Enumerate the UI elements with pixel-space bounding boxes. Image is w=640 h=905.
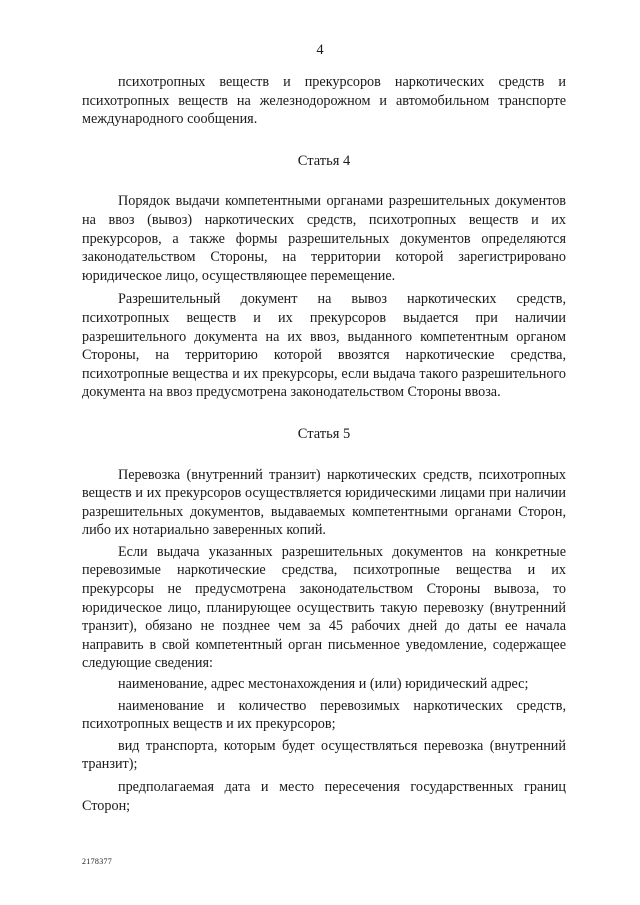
article-5-paragraph-1: Перевозка (внутренний транзит) наркотических средств, психотропных веществ и их прекурсоров осуществляется юридическими лицами при наличии разрешительных документов, выдаваемых компетентными органами Сторон, либо их нотариально заверенных копий. — [82, 466, 566, 539]
article-5-heading: Статья 5 — [297, 425, 351, 442]
article-4-paragraph-1: Порядок выдачи компетентными органами разрешительных документов на ввоз (вывоз) наркотических средств, психотропных веществ и их прекурсоров, а также формы разрешительных документов определяются законодательством Стороны, на территории которой зарегистрировано юридическое лицо, осуществляющее перемещение. — [82, 193, 566, 284]
list-item-border-crossing: предполагаемая дата и место пересечения государственных границ Сторон; — [82, 779, 566, 814]
article-5-paragraph-2: Если выдача указанных разрешительных документов на конкретные перевозимые наркотические средства, психотропные вещества и их прекурсоры не предусмотрена законодательством Стороны вывоза, то юридическое лицо, планирующее осуществить такую перевозку (внутренний транзит), обязано не позднее чем за 45 рабочих дней до даты ее начала направить в свой компетентный орган письменное уведомление, содержащее следующие сведения: — [82, 543, 566, 672]
paragraph-continuation: психотропных веществ и прекурсоров наркотических средств и психотропных веществ на железнодорожном и автомобильном транспорте международного сообщения. — [82, 74, 566, 128]
document-body — [82, 73, 566, 815]
list-item-transport: вид транспорта, которым будет осуществляться перевозка (внутренний транзит); — [82, 737, 566, 773]
article-4-heading: Статья 4 — [297, 152, 351, 169]
page-number: 4 — [316, 42, 324, 58]
list-item-substances: наименование и количество перевозимых наркотических средств, психотропных веществ и их прекурсоров; — [82, 697, 566, 733]
document-code: 2178377 — [82, 857, 113, 866]
article-4-paragraph-2: Разрешительный документ на вывоз наркотических средств, психотропных веществ и их прекурсоров выдается при наличии разрешительного документа на их ввоз, выданного компетентным органом Стороны, на территорию которой ввозятся наркотические средства, психотропные вещества и их прекурсоры, если выдача такого разрешительного документа на ввоз предусмотрена законодательством Стороны ввоза. — [82, 291, 566, 401]
list-item-name-address: наименование, адрес местонахождения и (или) юридический адрес; — [118, 676, 529, 693]
